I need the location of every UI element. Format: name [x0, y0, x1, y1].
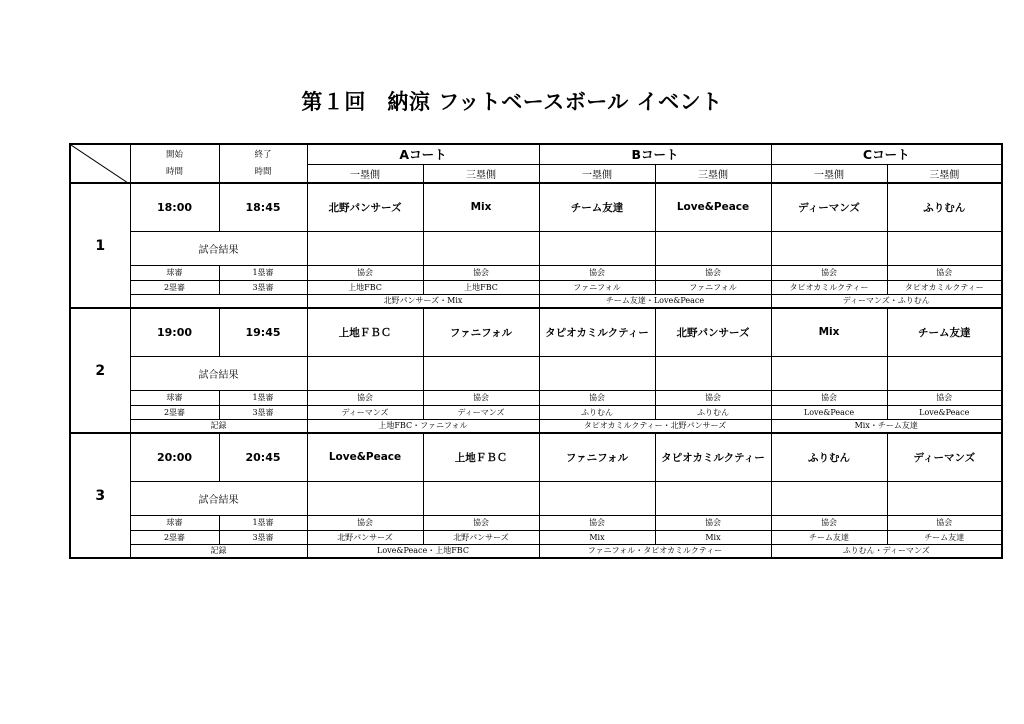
team-cell: ふりむん	[771, 433, 887, 481]
block-number: 1	[70, 183, 130, 308]
result-cell[interactable]	[771, 481, 887, 515]
result-cell[interactable]	[655, 481, 771, 515]
court-b-header: Bコート	[539, 144, 771, 164]
base-umpire-cell: Mix	[655, 530, 771, 544]
team-cell: Mix	[771, 308, 887, 356]
side-header: 三塁側	[887, 164, 1002, 183]
result-cell[interactable]	[655, 356, 771, 390]
umpire-cell: 協会	[655, 265, 771, 280]
umpire-cell: 協会	[423, 265, 539, 280]
result-label-cell	[130, 481, 307, 515]
team-cell: チーム友達	[887, 308, 1002, 356]
base-umpire-cell: ディーマンズ	[307, 405, 423, 419]
umpire-2b-label: 2塁審	[130, 405, 219, 419]
start-header-line2: 時間	[165, 166, 183, 177]
team-cell: ディーマンズ	[771, 183, 887, 231]
umpire-3b-label: 3塁審	[219, 405, 307, 419]
start-time: 19:00	[130, 308, 219, 356]
umpire-1b-label: 1塁審	[219, 265, 307, 280]
umpire-cell: 協会	[887, 265, 1002, 280]
result-cell[interactable]	[655, 231, 771, 265]
result-cell[interactable]	[307, 481, 423, 515]
umpire-3b-label: 3塁審	[219, 280, 307, 294]
base-umpire-cell: ファニフォル	[655, 280, 771, 294]
base-umpire-cell: チーム友達	[887, 530, 1002, 544]
umpire-cell: 協会	[771, 390, 887, 405]
umpire-cell: 協会	[771, 515, 887, 530]
result-cell[interactable]	[887, 481, 1002, 515]
record-cell: Mix・チーム友達	[771, 419, 1002, 433]
base-umpire-cell: タピオカミルクティー	[771, 280, 887, 294]
base-umpire-cell: 北野パンサーズ	[307, 530, 423, 544]
diagonal-corner-cell	[70, 144, 130, 183]
result-cell[interactable]	[423, 481, 539, 515]
team-cell: Love&Peace	[655, 183, 771, 231]
end-header-line1: 終了	[254, 149, 272, 160]
umpire-cell: 協会	[887, 390, 1002, 405]
result-label-cell	[130, 356, 307, 390]
result-cell[interactable]	[771, 356, 887, 390]
end-time: 19:45	[219, 308, 307, 356]
result-cell[interactable]	[307, 356, 423, 390]
umpire-cell: 協会	[423, 515, 539, 530]
start-time: 20:00	[130, 433, 219, 481]
record-cell: ふりむん・ディーマンズ	[771, 544, 1002, 558]
result-cell[interactable]	[887, 231, 1002, 265]
result-label: 試合結果	[198, 494, 239, 506]
match-block-2	[70, 308, 1002, 433]
umpire-cell: 協会	[539, 390, 655, 405]
start-time: 18:00	[130, 183, 219, 231]
team-cell: 上地ＦＢＣ	[423, 433, 539, 481]
umpire-cell: 協会	[771, 265, 887, 280]
umpire-cell: 協会	[423, 390, 539, 405]
side-header: 三塁側	[423, 164, 539, 183]
record-label: 記録	[130, 419, 307, 433]
umpire-cell: 協会	[887, 515, 1002, 530]
block-number: 2	[70, 308, 130, 433]
record-label: 記録	[130, 544, 307, 558]
team-cell: 北野パンサーズ	[307, 183, 423, 231]
team-cell: Mix	[423, 183, 539, 231]
result-cell[interactable]	[539, 356, 655, 390]
end-time: 20:45	[219, 433, 307, 481]
umpire-2b-label: 2塁審	[130, 280, 219, 294]
record-cell: ディーマンズ・ふりむん	[771, 294, 1002, 308]
umpire-2b-label: 2塁審	[130, 530, 219, 544]
side-header: 一塁側	[307, 164, 423, 183]
end-time: 18:45	[219, 183, 307, 231]
record-cell: Love&Peace・上地FBC	[307, 544, 539, 558]
result-cell[interactable]	[307, 231, 423, 265]
umpire-cell: 協会	[307, 390, 423, 405]
record-cell: 上地FBC・ファニフォル	[307, 419, 539, 433]
umpire-cell: 協会	[307, 265, 423, 280]
team-cell: 上地ＦＢＣ	[307, 308, 423, 356]
result-cell[interactable]	[539, 231, 655, 265]
end-time-header	[219, 144, 307, 183]
umpire-3b-label: 3塁審	[219, 530, 307, 544]
side-header: 三塁側	[655, 164, 771, 183]
record-cell: 北野パンサーズ・Mix	[307, 294, 539, 308]
umpire-1b-label: 1塁審	[219, 390, 307, 405]
team-cell: 北野パンサーズ	[655, 308, 771, 356]
result-label: 試合結果	[198, 244, 239, 256]
side-header: 一塁側	[771, 164, 887, 183]
record-cell: チーム友達・Love&Peace	[539, 294, 771, 308]
team-cell: チーム友達	[539, 183, 655, 231]
umpire-home-label: 球審	[130, 265, 219, 280]
umpire-cell: 協会	[655, 390, 771, 405]
result-cell[interactable]	[887, 356, 1002, 390]
record-cell: タピオカミルクティー・北野パンサーズ	[539, 419, 771, 433]
match-block-1	[70, 183, 1002, 308]
match-block-3	[70, 433, 1002, 558]
result-cell[interactable]	[423, 356, 539, 390]
result-label: 試合結果	[198, 369, 239, 381]
base-umpire-cell: Love&Peace	[771, 405, 887, 419]
team-cell: タピオカミルクティー	[655, 433, 771, 481]
team-cell: ファニフォル	[539, 433, 655, 481]
result-cell[interactable]	[423, 231, 539, 265]
team-cell: ふりむん	[887, 183, 1002, 231]
base-umpire-cell: 上地FBC	[307, 280, 423, 294]
court-c-header: Cコート	[771, 144, 1002, 164]
table-header	[70, 144, 1002, 183]
umpire-cell: 協会	[539, 265, 655, 280]
umpire-home-label: 球審	[130, 515, 219, 530]
page-title: 第１回 納涼 フットベースボール イベント	[301, 90, 723, 114]
base-umpire-cell: チーム友達	[771, 530, 887, 544]
team-cell: ディーマンズ	[887, 433, 1002, 481]
end-header-line2: 時間	[254, 166, 272, 177]
start-time-header	[130, 144, 219, 183]
umpire-cell: 協会	[539, 515, 655, 530]
diagonal-line	[71, 145, 130, 183]
record-cell: ファニフォル・タピオカミルクティー	[539, 544, 771, 558]
base-umpire-cell: Mix	[539, 530, 655, 544]
umpire-home-label: 球審	[130, 390, 219, 405]
block-number: 3	[70, 433, 130, 558]
base-umpire-cell: 上地FBC	[423, 280, 539, 294]
result-label-cell	[130, 231, 307, 265]
start-header-line1: 開始	[165, 149, 183, 160]
side-header: 一塁側	[539, 164, 655, 183]
record-label	[130, 294, 307, 308]
team-cell: Love&Peace	[307, 433, 423, 481]
team-cell: タピオカミルクティー	[539, 308, 655, 356]
schedule-table	[69, 143, 1003, 559]
base-umpire-cell: 北野パンサーズ	[423, 530, 539, 544]
base-umpire-cell: ファニフォル	[539, 280, 655, 294]
umpire-1b-label: 1塁審	[219, 515, 307, 530]
team-cell: ファニフォル	[423, 308, 539, 356]
umpire-cell: 協会	[655, 515, 771, 530]
result-cell[interactable]	[771, 231, 887, 265]
base-umpire-cell: Love&Peace	[887, 405, 1002, 419]
base-umpire-cell: ディーマンズ	[423, 405, 539, 419]
court-a-header: Aコート	[307, 144, 539, 164]
result-cell[interactable]	[539, 481, 655, 515]
base-umpire-cell: タピオカミルクティー	[887, 280, 1002, 294]
base-umpire-cell: ふりむん	[655, 405, 771, 419]
base-umpire-cell: ふりむん	[539, 405, 655, 419]
umpire-cell: 協会	[307, 515, 423, 530]
